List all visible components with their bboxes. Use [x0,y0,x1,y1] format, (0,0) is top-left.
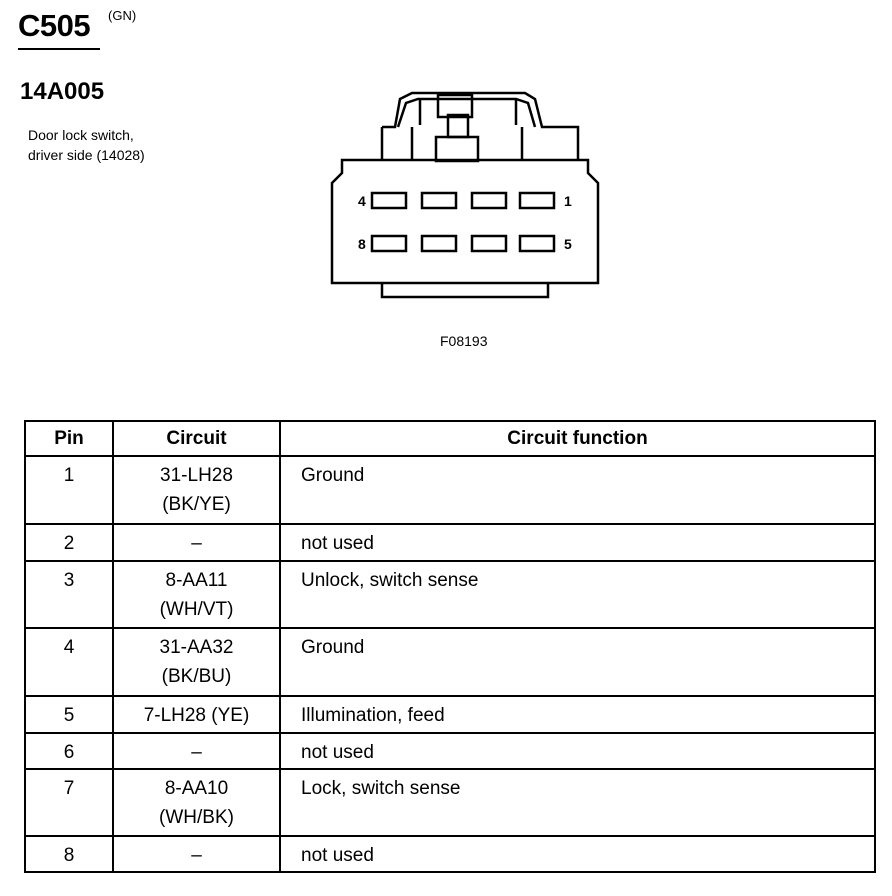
connector-face-diagram [320,85,610,310]
circuit-cell: – [113,733,280,769]
wire-color: (BK/YE) [162,494,231,515]
pin-label-5: 5 [564,236,572,252]
title-underline [18,48,100,50]
pin-cell: 6 [25,733,113,769]
table-row [25,696,875,733]
pin-cell: 4 [25,628,113,696]
table-row [25,561,875,628]
table-header-row [25,421,875,456]
circuit-cell: 7-LH28 (YE) [113,696,280,733]
pin-cell: 5 [25,696,113,733]
function-cell: Unlock, switch sense [280,561,875,628]
circuit-cell: – [113,524,280,561]
function-cell: Lock, switch sense [280,769,875,836]
description-line-2: driver side (14028) [28,147,145,163]
pin-cell: 3 [25,561,113,628]
pin-cavities-bottom-row [372,236,554,251]
table-row [25,733,875,769]
table-row [25,456,875,524]
circuit-cell [113,769,280,836]
pin-label-8: 8 [358,236,366,252]
header-circuit: Circuit [113,421,280,456]
table-row [25,524,875,561]
circuit-id: 8-AA10 [164,778,229,799]
pin-cell: 8 [25,836,113,872]
header-function: Circuit function [280,421,875,456]
wire-color: (WH/VT) [159,599,234,620]
pin-cell: 2 [25,524,113,561]
wire-color: (BK/BU) [161,666,232,687]
pin-cell: 1 [25,456,113,524]
table-row [25,836,875,872]
function-cell: Ground [280,456,875,524]
circuit-cell [113,628,280,696]
connector-id: C505 [18,8,91,43]
pin-cell: 7 [25,769,113,836]
pin-cavities-top-row [372,193,554,208]
connector-latch [382,93,578,161]
function-cell: not used [280,524,875,561]
circuit-id: 31-AA32 [159,637,234,658]
connector-bottom-rim [382,283,548,297]
header-pin: Pin [25,421,113,456]
circuit-id: 8-AA11 [165,570,228,591]
part-number: 14A005 [20,78,105,105]
circuit-cell [113,456,280,524]
function-cell: not used [280,836,875,872]
function-cell: Ground [280,628,875,696]
figure-code: F08193 [440,333,488,349]
table-row [25,769,875,836]
circuit-cell: – [113,836,280,872]
circuit-id: 31-LH28 [160,465,233,486]
wire-color: (WH/BK) [159,807,234,828]
connector-color: (GN) [108,8,137,23]
pinout-table [24,420,876,873]
description-line-1: Door lock switch, [28,127,134,143]
connector-description [28,125,145,165]
function-cell: Illumination, feed [280,696,875,733]
pin-label-1: 1 [564,193,572,209]
table-row [25,628,875,696]
connector-body [332,160,598,283]
function-cell: not used [280,733,875,769]
circuit-cell [113,561,280,628]
pin-label-4: 4 [358,193,366,209]
